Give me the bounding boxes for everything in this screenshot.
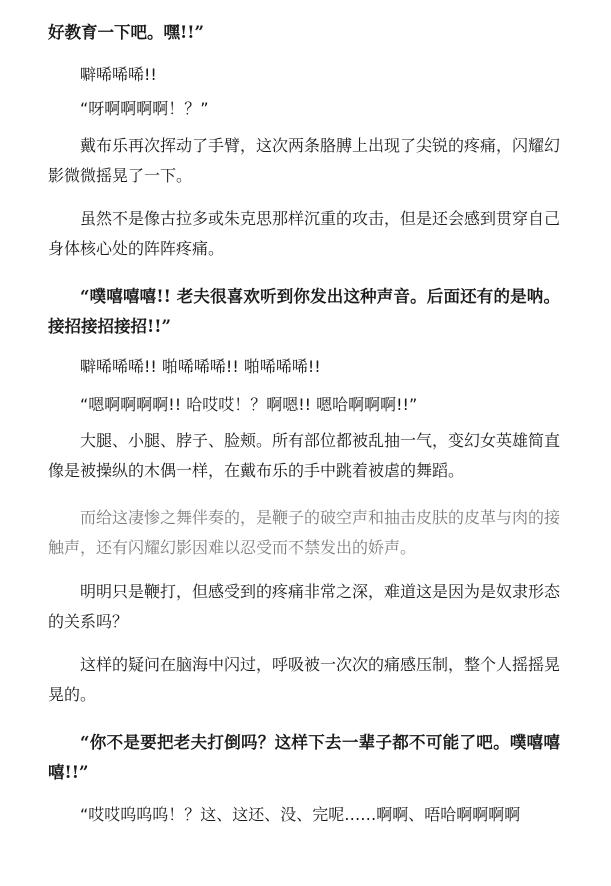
paragraph-5: 虽然不是像古拉多或朱克思那样沉重的攻击，但是还会感到贯穿自己身体核心处的阵阵疼痛。 [48,209,561,258]
paragraph-14: “哎哎呜呜呜！？这、这还、没、完呢……啊啊、唔哈啊啊啊啊 [80,805,521,824]
paragraph-6: “噗嘻嘻嘻!! 老夫很喜欢听到你发出这种声音。后面还有的是呐。接招接招接招!!” [48,287,560,336]
paragraph-13: “你不是要把老夫打倒吗？这样下去一辈子都不可能了吧。噗嘻嘻嘻!!” [48,733,560,782]
paragraph-7: 噼唏唏唏!! 啪唏唏唏!! 啪唏唏唏!! [80,357,321,376]
paragraph-4: 戴布乐再次挥动了手臂，这次两条胳膊上出现了尖锐的疼痛，闪耀幻影微微摇晃了一下。 [48,136,561,185]
paragraph-11: 明明只是鞭打，但感受到的疼痛非常之深，难道这是因为是奴隶形态的关系吗？ [48,582,561,631]
paragraph-1: 好教育一下吧。嘿!!” [48,23,204,42]
paragraph-10: 而给这凄惨之舞伴奏的，是鞭子的破空声和抽击皮肤的皮革与肉的接触声，还有闪耀幻影因难以忍受而不禁发出的娇声。 [48,508,561,557]
paragraph-2: 噼唏唏唏!! [80,65,157,84]
paragraph-8: “嗯啊啊啊啊!! 哈哎哎！？啊嗯!! 嗯哈啊啊啊!!” [80,395,418,414]
paragraph-3: “呀啊啊啊啊！？” [80,99,209,118]
paragraph-9: 大腿、小腿、脖子、脸颊。所有部位都被乱抽一气，变幻女英雄简直像是被操纵的木偶一样，在戴布乐的手中跳着被虐的舞蹈。 [48,431,561,480]
paragraph-12: 这样的疑问在脑海中闪过，呼吸被一次次的痛感压制，整个人摇摇晃晃的。 [48,655,561,704]
